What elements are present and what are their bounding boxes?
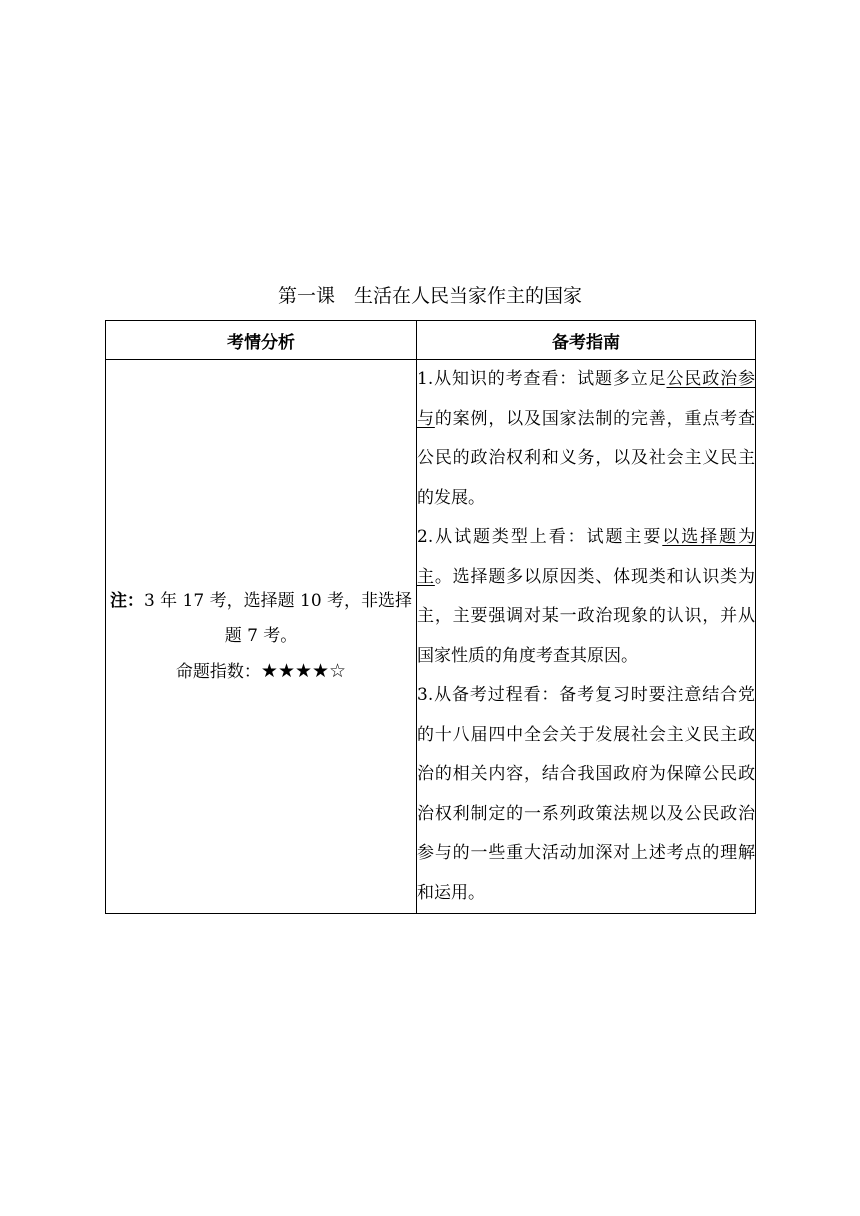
index-label: 命题指数： [175,661,261,682]
guide-text: 的案例，以及国家法制的完善，重点考查公民的政治权利和义务，以及社会主义民主的发展。 [417,408,756,508]
guide-item-question-type [417,518,755,676]
note-text: 3 年 17 考，选择题 10 考，非选择题 7 考。 [143,590,413,646]
guide-item-knowledge [417,360,755,518]
header-study-guide: 备考指南 [417,321,756,360]
guide-text: 3.从备考过程看：备考复习时要注意结合党的十八届四中全会关于发展社会主义民主政治的相关内容，结合我国政府为保障公民政治权利制定的一系列政策法规以及公民政治参与的一些重大活动加深对上述考点的理解和运用。 [417,685,755,903]
page-title: 第一课 生活在人民当家作主的国家 [277,285,582,307]
exam-analysis-cell [106,360,417,914]
exam-analysis-table [105,320,756,914]
study-guide-cell [417,360,756,914]
note-label: 注： [109,590,144,611]
guide-underlined-text: 公民政治参与 [417,369,755,429]
difficulty-index [106,654,416,690]
guide-item-preparation [417,676,755,913]
table-header-row [106,321,756,360]
guide-text: 。选择题多以原因类、体现类和认识类为主，主要强调对某一政治现象的认识，并从国家性质的角度考查其原因。 [417,566,756,666]
guide-underlined-text: 以选择题为主 [417,527,755,587]
star-rating: ★★★★☆ [260,659,347,682]
table-body-row [106,360,756,914]
guide-text: 1.从知识的考查看：试题多立足 [417,369,667,389]
header-exam-analysis: 考情分析 [106,321,417,360]
exam-note [106,584,416,654]
guide-text: 2.从试题类型上看：试题主要 [417,527,663,547]
